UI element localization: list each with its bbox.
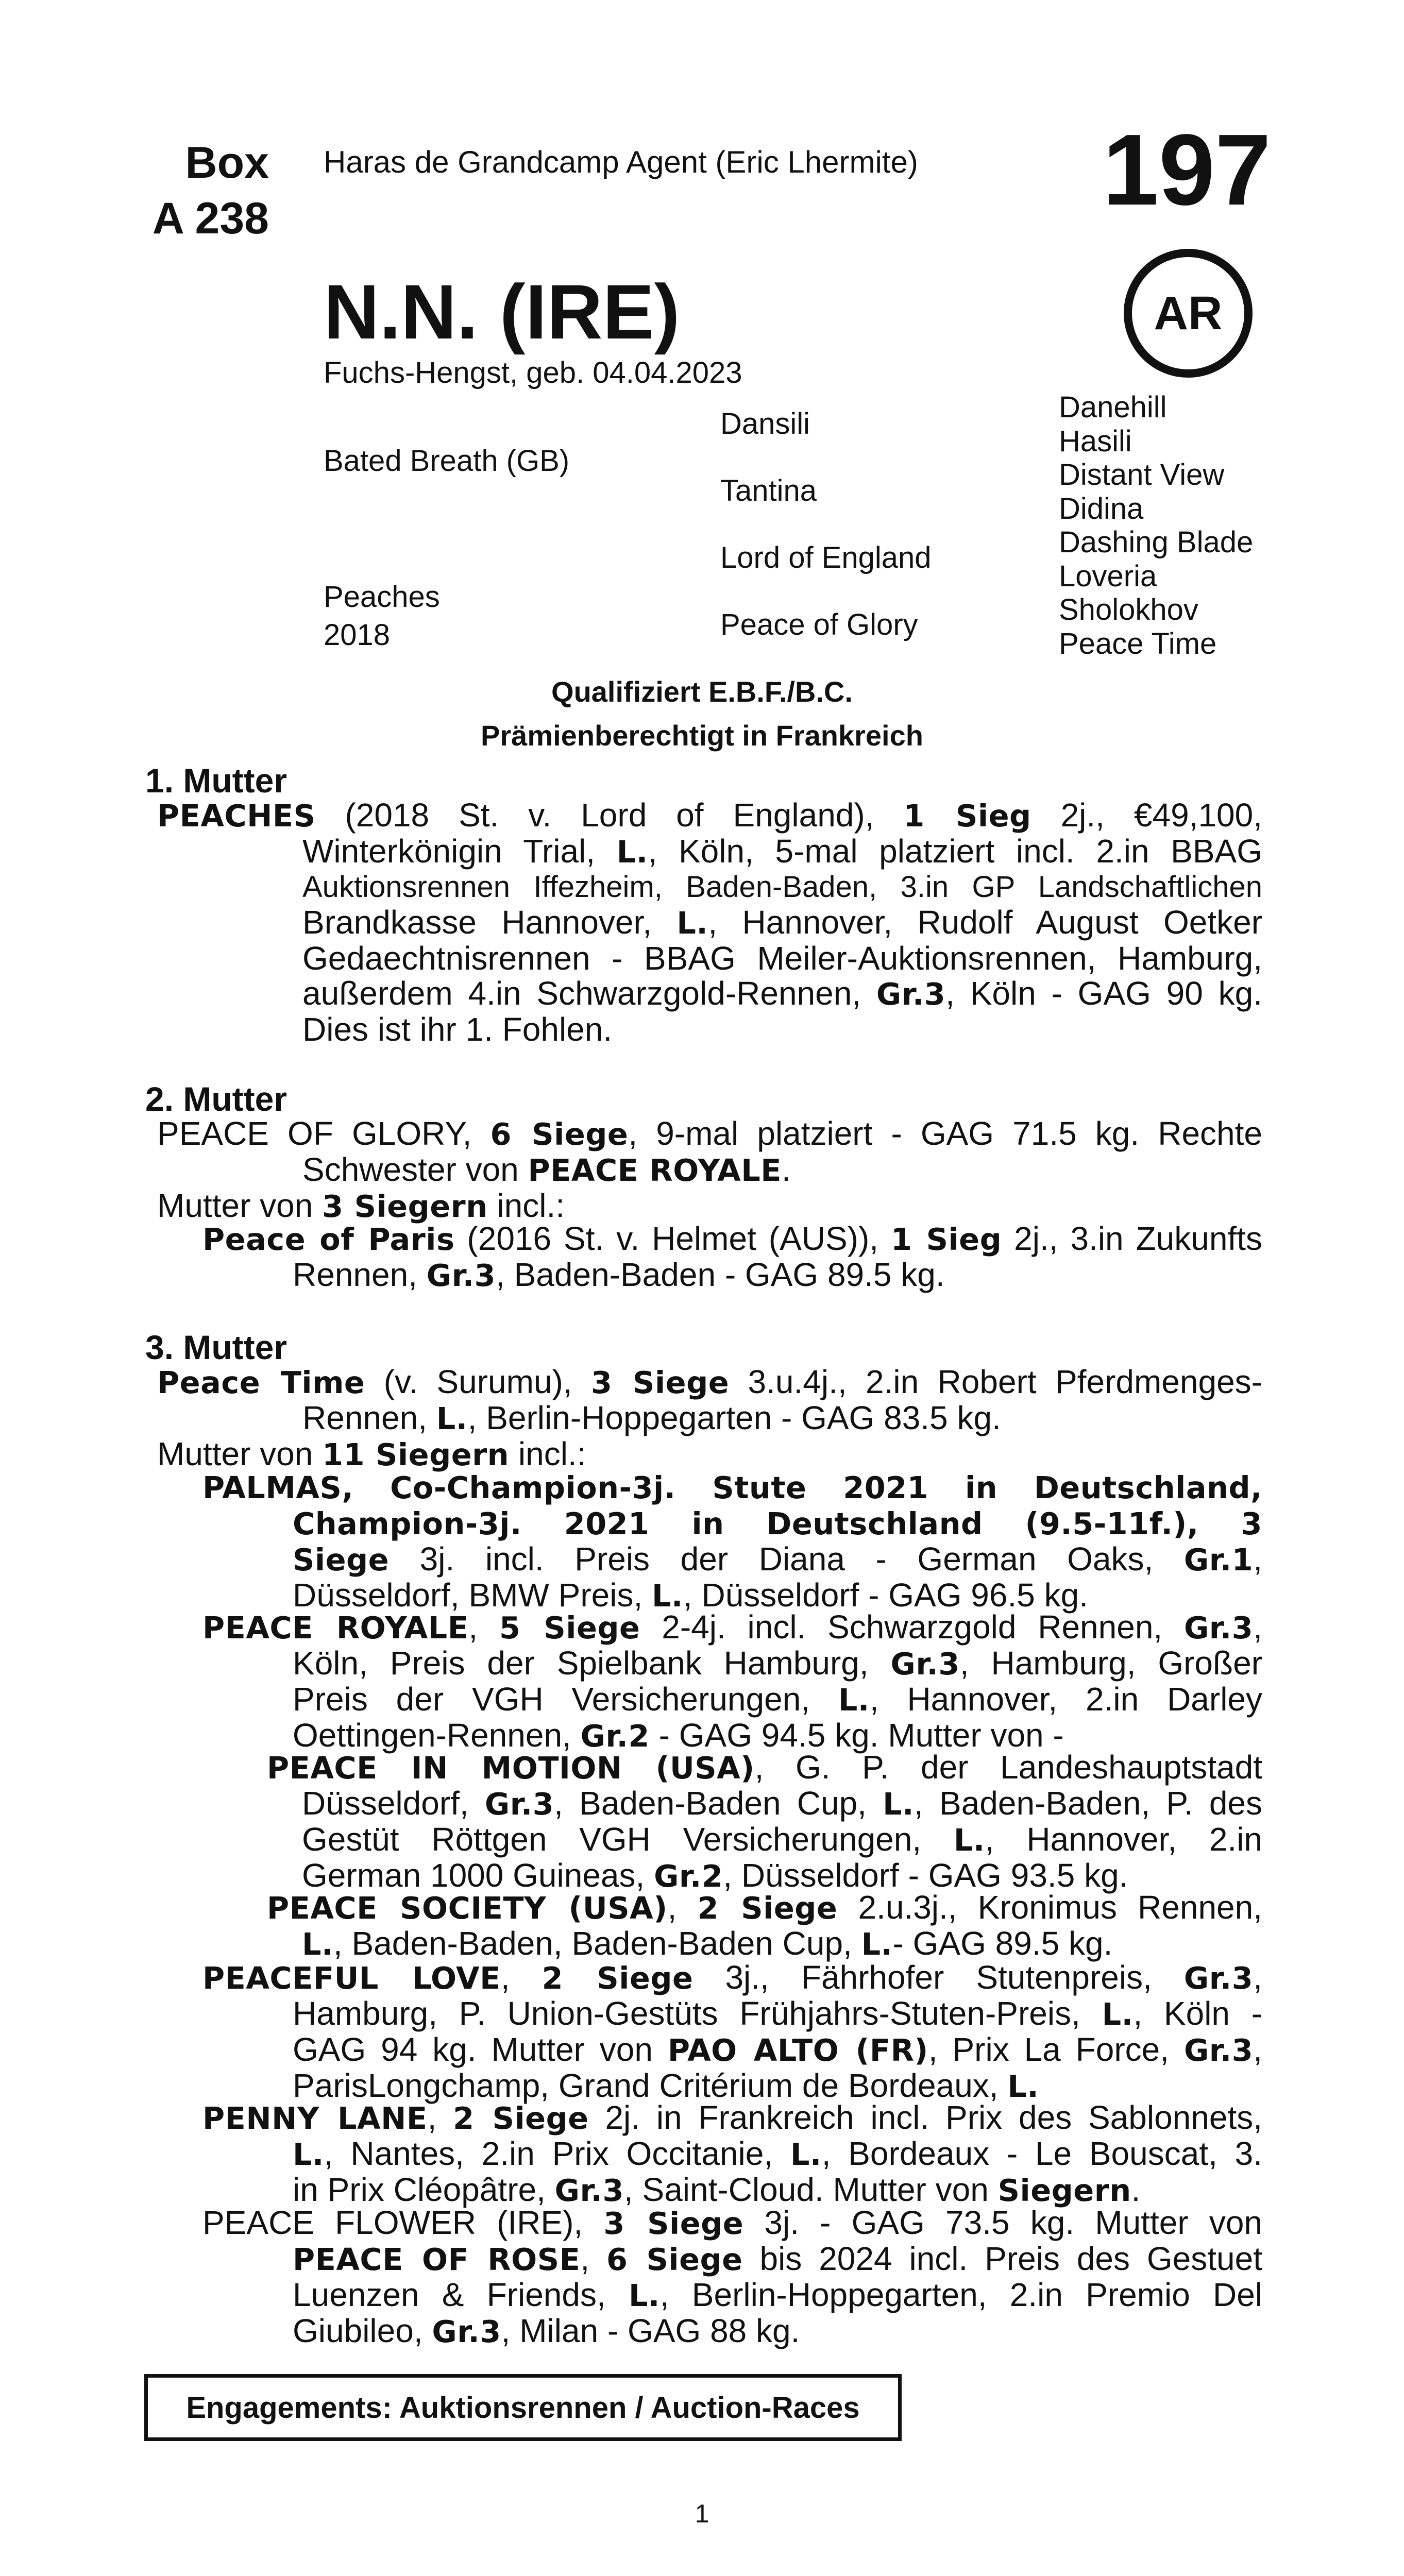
pedigree-dam: Peaches	[324, 580, 440, 614]
page-number: 1	[695, 2499, 709, 2528]
engagements-box: Engagements: Auktionsrennen / Auction-Races	[144, 2374, 902, 2441]
pedigree-gen3-7: Sholokhov	[1059, 593, 1198, 626]
horse-description: Fuchs-Hengst, geb. 04.04.2023	[324, 356, 742, 389]
second-dam-heading: 2. Mutter	[145, 1080, 287, 1118]
third-dam-heading: 3. Mutter	[145, 1328, 287, 1366]
progeny-peaceful-love: PEACEFUL LOVE, 2 Siege 3j., Fährhofer Stutenpreis, Gr.3, Hamburg, P. Union-Gestüts Frühjahrs-Stuten-Preis, L., Köln - GAG 94 kg. Mutter von PAO ALTO (FR), Prix La Force, Gr.3, ParisLongchamp, Grand Critérium de Bordeaux, L.	[202, 1959, 1263, 2104]
first-dam-paragraph: PEACHES (2018 St. v. Lord of England), 1 Sieg 2j., €49,100, Winterkönigin Trial, L., Köln, 5-mal platziert incl. 2.in BBAG Auktionsrennen Iffezheim, Baden-Baden, 3.in GP Landschaftlichen Brandkasse Hannover, L., Hannover, Rudolf August Oetker Gedaechtnisrennen - BBAG Meiler-Auktionsrennen, Hamburg, außerdem 4.in Schwarzgold-Rennen, Gr.3, Köln - GAG 90 kg. Dies ist ihr 1. Fohlen.	[157, 796, 1263, 1048]
pedigree-gen3-4: Didina	[1059, 492, 1144, 526]
consignor-agent: Haras de Grandcamp Agent (Eric Lhermite)	[324, 145, 918, 179]
progeny-peace-royale: PEACE ROYALE, 5 Siege 2-4j. incl. Schwarzgold Rennen, Gr.3, Köln, Preis der Spielbank Hamburg, Gr.3, Hamburg, Großer Preis der VGH Versicherungen, L., Hannover, 2.in Darley Oettingen-Rennen, Gr.2 - GAG 94.5 kg. Mutter von -	[202, 1608, 1263, 1754]
progeny-peace-flower: PEACE FLOWER (IRE), 3 Siege 3j. - GAG 73.5 kg. Mutter von PEACE OF ROSE, 6 Siege bis 2024 incl. Preis des Gestuet Luenzen & Friends, L., Berlin-Hoppegarten, 2.in Premio Del Giubileo, Gr.3, Milan - GAG 88 kg.	[202, 2204, 1263, 2349]
third-dam-paragraph: Peace Time (v. Surumu), 3 Siege 3.u.4j., 2.in Robert Pferdmenges- Rennen, L., Berlin-Hoppegarten - GAG 83.5 kg. Mutter von 11 Siegern incl.:	[157, 1363, 1262, 1472]
qualification-france: Prämienberechtigt in Frankreich	[481, 719, 923, 752]
progeny-penny-lane: PENNY LANE, 2 Siege 2j. in Frankreich incl. Prix des Sablonnets, L., Nantes, 2.in Prix Occitanie, L., Bordeaux - Le Bouscat, 3. in Prix Cléopâtre, Gr.3, Saint-Cloud. Mutter von Siegern.	[202, 2099, 1263, 2208]
qualification-ebf: Qualifiziert E.B.F./B.C.	[551, 675, 853, 708]
progeny-palmas: PALMAS, Co-Champion-3j. Stute 2021 in Deutschland, Champion-3j. 2021 in Deutschland (9.5-11f.), 3 Siege 3j. incl. Preis der Diana - German Oaks, Gr.1, Düsseldorf, BMW Preis, L., Düsseldorf - GAG 96.5 kg.	[202, 1470, 1262, 1614]
progeny-peace-society: PEACE SOCIETY (USA), 2 Siege 2.u.3j., Kronimus Rennen, L., Baden-Baden, Baden-Baden Cup, L.- GAG 89.5 kg.	[267, 1889, 1263, 1962]
pedigree-gen2-3: Lord of England	[720, 541, 932, 574]
lot-number: 197	[1103, 113, 1272, 226]
pedigree-sire: Bated Breath (GB)	[324, 444, 570, 478]
second-dam-paragraph: PEACE OF GLORY, 6 Siege, 9-mal platziert - GAG 71.5 kg. Rechte Schwester von PEACE ROYALE. Mutter von 3 Siegern incl.:	[157, 1115, 1263, 1224]
second-dam-progeny-peace-of-paris: Peace of Paris (2016 St. v. Helmet (AUS)), 1 Sieg 2j., 3.in Zukunfts Rennen, Gr.3, Baden-Baden - GAG 89.5 kg.	[202, 1220, 1263, 1293]
pedigree-gen2-2: Tantina	[720, 474, 817, 507]
pedigree-gen2-1: Dansili	[720, 407, 810, 440]
first-dam-heading: 1. Mutter	[145, 761, 287, 800]
horse-name: N.N. (IRE)	[324, 268, 680, 355]
box-number: Box A 238	[152, 138, 269, 243]
pedigree-gen3-3: Distant View	[1059, 458, 1225, 492]
progeny-peace-in-motion: PEACE IN MOTION (USA), G. P. der Landeshauptstadt Düsseldorf, Gr.3, Baden-Baden Cup, L., Baden-Baden, P. des Gestüt Röttgen VGH Versicherungen, L., Hannover, 2.in German 1000 Guineas, Gr.2, Düsseldorf - GAG 93.5 kg.	[267, 1749, 1263, 1894]
ar-badge: AR	[1124, 249, 1253, 378]
pedigree-gen3-8: Peace Time	[1059, 627, 1217, 660]
pedigree-dam-year: 2018	[324, 618, 391, 652]
pedigree-gen3-2: Hasili	[1059, 425, 1132, 458]
pedigree-gen2-4: Peace of Glory	[720, 608, 918, 641]
pedigree-gen3-1: Danehill	[1059, 391, 1167, 424]
pedigree-gen3-5: Dashing Blade	[1059, 526, 1254, 559]
pedigree-gen3-6: Loveria	[1059, 560, 1157, 593]
